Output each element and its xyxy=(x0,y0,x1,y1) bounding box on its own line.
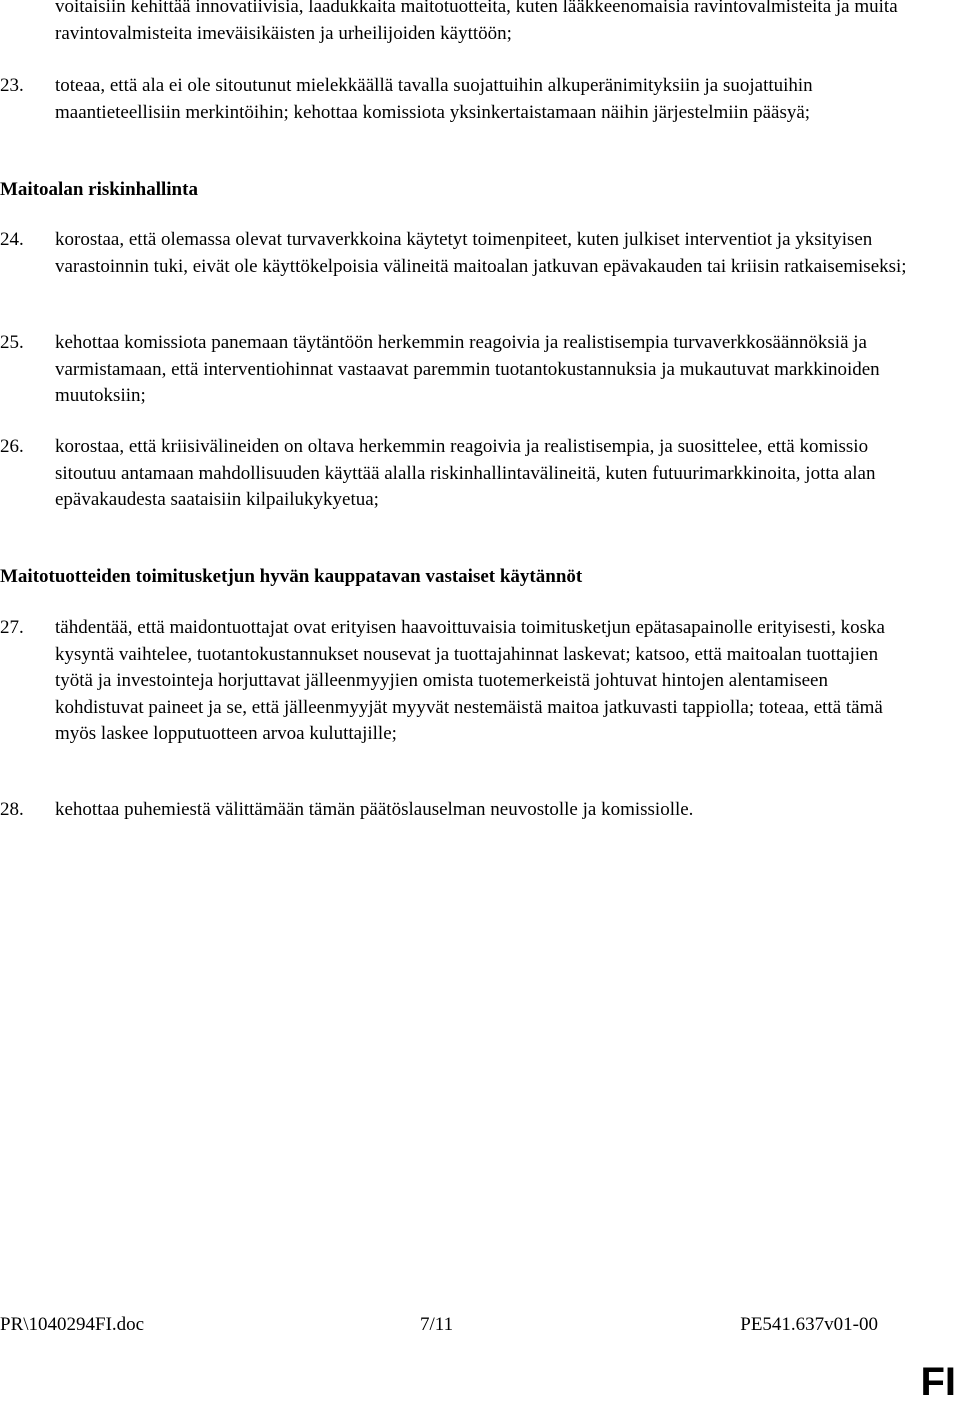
paragraph-text: korostaa, että kriisivälineiden on oltava herkemmin reagoivia ja realistisempia, ja suosittelee, että komissio sitoutuu antamaan mahdollisuuden käyttää alalla riskinhallintavälineitä, kuten futuurimarkkinoita, jotta alan epävakaudesta saataisiin kilpailukykyetua; xyxy=(55,436,876,510)
section-heading-risk-management: Maitoalan riskinhallinta xyxy=(0,179,198,200)
paragraph-text: kehottaa komissiota panemaan täytäntöön herkemmin reagoivia ja realistisempia turvaverkkosäännöksiä ja varmistamaan, että interventiohinnat vastaavat paremmin tuotantokustannuksia ja mukautuvat markkinoiden muutoksiin; xyxy=(55,332,880,406)
paragraph-text: toteaa, että ala ei ole sitoutunut mielekkäällä tavalla suojattuihin alkuperänimityksiin ja suojattuihin maantieteellisiin merkintöihin; kehottaa komissiota yksinkertaistamaan näihin järjestelmiin pääsyä; xyxy=(55,75,813,123)
paragraph-number: 24. xyxy=(0,229,24,250)
footer-doc-reference: PR\1040294FI.doc xyxy=(0,1314,145,1335)
paragraph-number: 28. xyxy=(0,799,24,820)
paragraph-number: 25. xyxy=(0,332,24,353)
paragraph-number: 23. xyxy=(0,75,24,96)
paragraph-number: 27. xyxy=(0,617,24,638)
footer-pe-reference: PE541.637v01-00 xyxy=(740,1314,878,1335)
section-heading-supply-chain: Maitotuotteiden toimitusketjun hyvän kauppatavan vastaiset käytännöt xyxy=(0,566,583,587)
paragraph-text: tähdentää, että maidontuottajat ovat erityisen haavoittuvaisia toimitusketjun epätasapainolle erityisesti, koska kysyntä vaihtelee, tuotantokustannukset nousevat ja tuottajahinnat laskevat; katsoo, että maitoalan tuottajien työtä ja investointeja horjuttavat jälleenmyyjien omista tuotemerkeistä johtuvat hintojen alentamiseen kohdistuvat paineet ja se, että jälleenmyyjät myyvät nestemäistä maitoa jatkuvasti tappiolla; toteaa, että tämä myös laskee lopputuotteen arvoa kuluttajille; xyxy=(55,617,885,744)
paragraph-text: korostaa, että olemassa olevat turvaverkkoina käytetyt toimenpiteet, kuten julkiset interventiot ja yksityisen varastoinnin tuki, eivät ole käyttökelpoisia välineitä maitoalan jatkuvan epävakauden tai kriisin ratkaisemiseksi; xyxy=(55,229,907,277)
footer-page-number: 7/11 xyxy=(420,1314,454,1335)
paragraph-number: 26. xyxy=(0,436,24,457)
continuation-text: voitaisiin kehittää innovatiivisia, laadukkaita maitotuotteita, kuten lääkkeenomaisia ravintovalmisteita ja muita ravintovalmisteita imeväisikäisten ja urheilijoiden käyttöön; xyxy=(55,0,898,44)
paragraph-text: kehottaa puhemiestä välittämään tämän päätöslauselman neuvostolle ja komissiolle. xyxy=(55,799,694,820)
language-code: FI xyxy=(920,1360,956,1404)
